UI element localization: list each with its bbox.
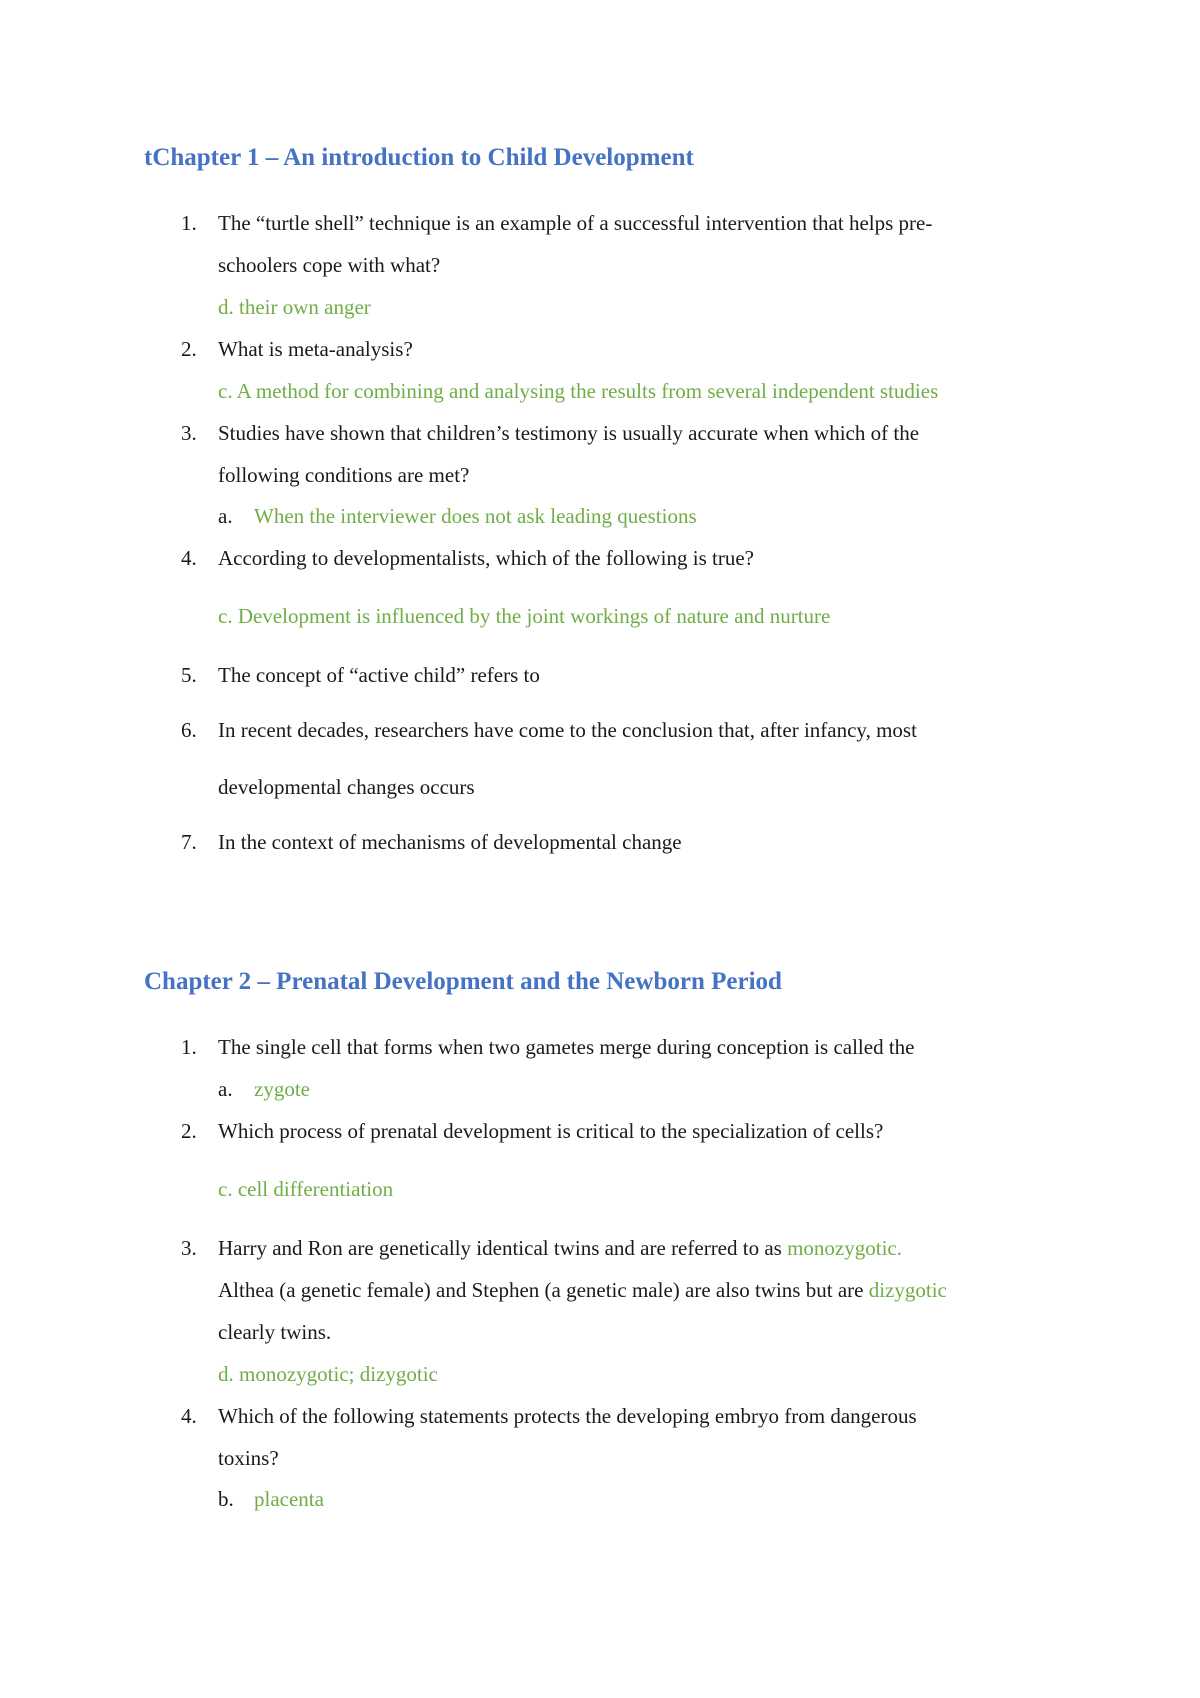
ch2-q3-answer: d. monozygotic; dizygotic [218, 1362, 438, 1386]
ch1-q6-line2: developmental changes occurs [218, 775, 475, 799]
chapter-2-heading: Chapter 2 – Prenatal Development and the Newborn Period [144, 968, 782, 995]
ch1-q2-answer: c. A method for combining and analysing the results from several independent studies [218, 379, 939, 403]
ch2-q4-answer: placenta [254, 1487, 324, 1511]
ch1-q1-line2: schoolers cope with what? [218, 253, 441, 277]
ch1-q3-number: 3. [181, 421, 197, 445]
ch1-q4-answer: c. Development is influenced by the joint workings of nature and nurture [218, 604, 831, 628]
chapter-1-heading: tChapter 1 – An introduction to Child Development [144, 144, 694, 171]
ch1-q4-text: According to developmentalists, which of the following is true? [218, 546, 754, 570]
ch1-q6-number: 6. [181, 718, 197, 742]
ch1-q1-number: 1. [181, 211, 197, 235]
ch2-q3-line2 [218, 1278, 947, 1303]
ch1-q6-line1: In recent decades, researchers have come to the conclusion that, after infancy, most [218, 718, 917, 742]
ch1-q3-line2: following conditions are met? [218, 463, 470, 487]
ch2-q1-number: 1. [181, 1035, 197, 1059]
ch2-q4-line2: toxins? [218, 1446, 279, 1470]
ch2-q3-line3: clearly twins. [218, 1320, 332, 1344]
ch2-q4-number: 4. [181, 1404, 197, 1428]
ch2-q3-line1-answer: monozygotic. [787, 1236, 902, 1260]
ch1-q5-number: 5. [181, 663, 197, 687]
ch1-q1-line1: The “turtle shell” technique is an example of a successful intervention that helps pre- [218, 211, 933, 235]
ch1-q4-number: 4. [181, 546, 197, 570]
ch2-q2-number: 2. [181, 1119, 197, 1143]
ch2-q4-line1: Which of the following statements protects the developing embryo from dangerous [218, 1404, 917, 1428]
ch2-q3-line2-text: Althea (a genetic female) and Stephen (a genetic male) are also twins but are [218, 1278, 864, 1302]
ch1-q2-number: 2. [181, 337, 197, 361]
ch1-q3-line1: Studies have shown that children’s testimony is usually accurate when which of the [218, 421, 920, 445]
ch2-q1-answer: zygote [254, 1077, 310, 1101]
ch1-q3-answer: When the interviewer does not ask leading questions [254, 504, 697, 528]
ch1-q5-text: The concept of “active child” refers to [218, 663, 540, 687]
ch2-q3-number: 3. [181, 1236, 197, 1260]
ch2-q4-answer-letter: b. [218, 1487, 234, 1511]
ch2-q2-text: Which process of prenatal development is critical to the specialization of cells? [218, 1119, 884, 1143]
ch1-q1-answer: d. their own anger [218, 295, 371, 319]
ch2-q3-line1 [218, 1236, 902, 1261]
ch1-q2-text: What is meta-analysis? [218, 337, 413, 361]
ch1-q3-answer-letter: a. [218, 504, 233, 528]
ch2-q3-line2-answer: dizygotic [868, 1278, 947, 1302]
ch1-q7-text: In the context of mechanisms of developmental change [218, 830, 682, 854]
ch2-q1-text: The single cell that forms when two gametes merge during conception is called the [218, 1035, 915, 1059]
ch2-q3-line1-text: Harry and Ron are genetically identical twins and are referred to as [218, 1236, 782, 1260]
ch1-q7-number: 7. [181, 830, 197, 854]
ch2-q2-answer: c. cell differentiation [218, 1177, 394, 1201]
ch2-q1-answer-letter: a. [218, 1077, 233, 1101]
